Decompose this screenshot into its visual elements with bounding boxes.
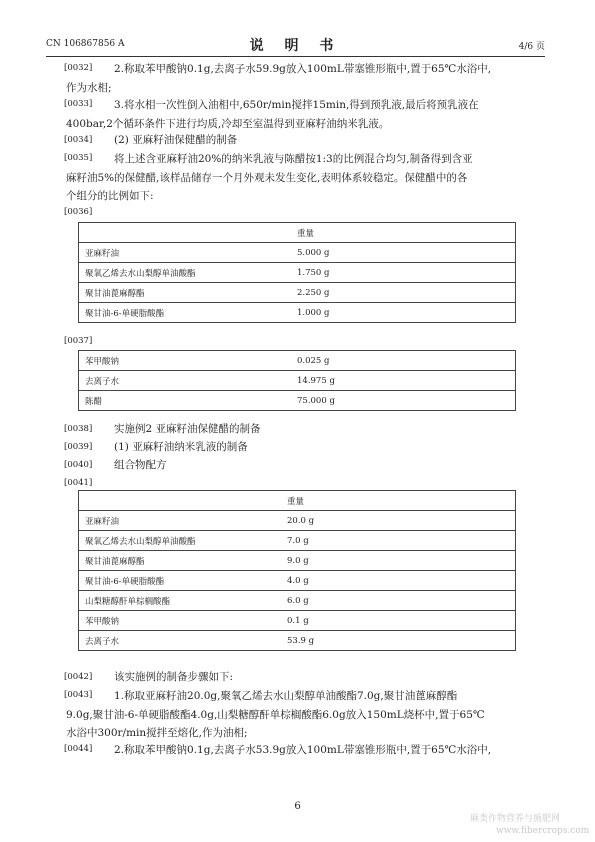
table-header-weight: 重量 xyxy=(291,223,516,243)
table-cell: 0.1 g xyxy=(281,611,516,631)
table-row xyxy=(79,283,516,303)
ingredient-table-3 xyxy=(78,490,516,651)
para-line: 3.将水相一次性倒入油相中,650r/min搅拌15min,得到预乳液,最后将预乳液在 xyxy=(114,99,479,111)
page-header xyxy=(46,36,545,54)
para-line: 1.称取亚麻籽油20.0g,聚氧乙烯去水山梨醇单油酸酯7.0g,聚甘油蓖麻醇酯 xyxy=(114,690,458,702)
para-tag-0043: [0043] xyxy=(64,690,93,700)
table-cell: 去离子水 xyxy=(79,371,292,391)
para-line: 水浴中300r/min搅拌至熔化,作为油相; xyxy=(66,727,248,739)
table-cell: 聚甘油-6-单硬脂酸酯 xyxy=(79,303,292,323)
table-cell: 亚麻籽油 xyxy=(79,243,292,263)
table-row xyxy=(79,551,516,571)
table-cell: 14.975 g xyxy=(291,371,516,391)
para-tag-0037: [0037] xyxy=(64,336,93,346)
table-cell: 7.0 g xyxy=(281,531,516,551)
table-header-weight: 重量 xyxy=(281,491,516,511)
para-tag-0042: [0042] xyxy=(64,672,93,682)
para-tag-0039: [0039] xyxy=(64,442,93,452)
page-number: 6 xyxy=(294,801,301,812)
para-0043 xyxy=(66,687,546,743)
para-tag-0036: [0036] xyxy=(64,207,93,217)
table-cell: 20.0 g xyxy=(281,511,516,531)
table-cell: 53.9 g xyxy=(281,631,516,651)
para-line: 麻籽油5%的保健醋,该样品储存一个月外观未发生变化,表明体系较稳定。保健醋中的各 xyxy=(66,171,468,184)
table-row xyxy=(79,531,516,551)
ingredient-table-2 xyxy=(78,350,516,411)
para-line: 9.0g,聚甘油-6-单硬脂酸酯4.0g,山梨糖醇酐单棕榈酸酯6.0g放入150mL烧杯中,置于65℃ xyxy=(66,708,485,721)
watermark-text: 麻类作物营养与施肥网 xyxy=(470,814,561,824)
para-tag-0033: [0033] xyxy=(64,99,93,109)
para-tag-0035: [0035] xyxy=(64,153,93,163)
table-header-row xyxy=(79,491,516,511)
para-line: 作为水相; xyxy=(66,81,112,94)
para-tag-0034: [0034] xyxy=(64,135,93,145)
table-cell: 5.000 g xyxy=(291,243,516,263)
table-cell: 苯甲酸钠 xyxy=(79,351,292,371)
para-line: 个组分的比例如下: xyxy=(66,190,154,202)
para-0038: 实施例2 亚麻籽油保健醋的制备 xyxy=(114,423,261,435)
para-line: 400bar,2个循环条件下进行均质,冷却至室温得到亚麻籽油纳米乳液。 xyxy=(66,117,390,130)
table-row xyxy=(79,591,516,611)
para-tag-0038: [0038] xyxy=(64,424,93,434)
table-cell xyxy=(79,223,292,243)
para-0032 xyxy=(66,60,546,97)
table-row xyxy=(79,263,516,283)
para-line: 将上述含亚麻籽油20%的纳米乳液与陈醋按1:3的比例混合均匀,制备得到含亚 xyxy=(114,153,473,165)
table-cell: 去离子水 xyxy=(79,631,282,651)
para-line: 2.称取苯甲酸钠0.1g,去离子水59.9g放入100mL带塞锥形瓶中,置于65℃水浴中, xyxy=(114,63,492,75)
table-cell: 聚氧乙烯去水山梨醇单油酸酯 xyxy=(79,263,292,283)
para-0039: (1) 亚麻籽油纳米乳液的制备 xyxy=(114,441,248,453)
ingredient-table-1 xyxy=(78,222,516,323)
table-cell: 苯甲酸钠 xyxy=(79,611,282,631)
table-cell: 山梨糖醇酐单棕榈酸酯 xyxy=(79,591,282,611)
patent-number: CN 106867856 A xyxy=(46,39,125,49)
para-line: 2.称取苯甲酸钠0.1g,去离子水53.9g放入100mL带塞锥形瓶中,置于65℃水浴中, xyxy=(114,744,492,756)
document-title: 说 明 书 xyxy=(249,38,342,54)
table-row xyxy=(79,391,516,411)
para-0033 xyxy=(66,96,546,133)
table-cell: 0.025 g xyxy=(291,351,516,371)
table-cell: 陈醋 xyxy=(79,391,292,411)
table-row xyxy=(79,511,516,531)
table-cell: 9.0 g xyxy=(281,551,516,571)
table-row xyxy=(79,243,516,263)
table-cell: 聚氧乙烯去水山梨醇单油酸酯 xyxy=(79,531,282,551)
table-cell: 聚甘油蓖麻醇酯 xyxy=(79,283,292,303)
table-cell: 亚麻籽油 xyxy=(79,511,282,531)
table-cell: 75.000 g xyxy=(291,391,516,411)
table-cell: 2.250 g xyxy=(291,283,516,303)
table-row xyxy=(79,611,516,631)
table-cell: 1.000 g xyxy=(291,303,516,323)
header-divider xyxy=(46,56,545,57)
table-row xyxy=(79,631,516,651)
para-tag-0041: [0041] xyxy=(64,478,93,488)
table-row xyxy=(79,571,516,591)
table-cell: 1.750 g xyxy=(291,263,516,283)
table-row xyxy=(79,351,516,371)
para-tag-0040: [0040] xyxy=(64,460,93,470)
para-tag-0044: [0044] xyxy=(64,744,93,754)
table-cell: 聚甘油蓖麻醇酯 xyxy=(79,551,282,571)
para-tag-0032: [0032] xyxy=(64,63,93,73)
para-0035 xyxy=(66,150,546,206)
para-0042: 该实施例的制备步骤如下: xyxy=(114,671,234,683)
para-0044 xyxy=(66,741,546,760)
table-cell: 6.0 g xyxy=(281,591,516,611)
table-row xyxy=(79,303,516,323)
watermark-url: www.fibercrops.com xyxy=(496,826,590,836)
table-cell xyxy=(79,491,282,511)
table-cell: 聚甘油-6-单硬脂酸酯 xyxy=(79,571,282,591)
para-0034: (2) 亚麻籽油保健醋的制备 xyxy=(114,134,238,146)
page-count: 4/6 页 xyxy=(518,42,545,52)
table-header-row xyxy=(79,223,516,243)
para-0040: 组合物配方 xyxy=(114,459,167,471)
table-cell: 4.0 g xyxy=(281,571,516,591)
table-row xyxy=(79,371,516,391)
